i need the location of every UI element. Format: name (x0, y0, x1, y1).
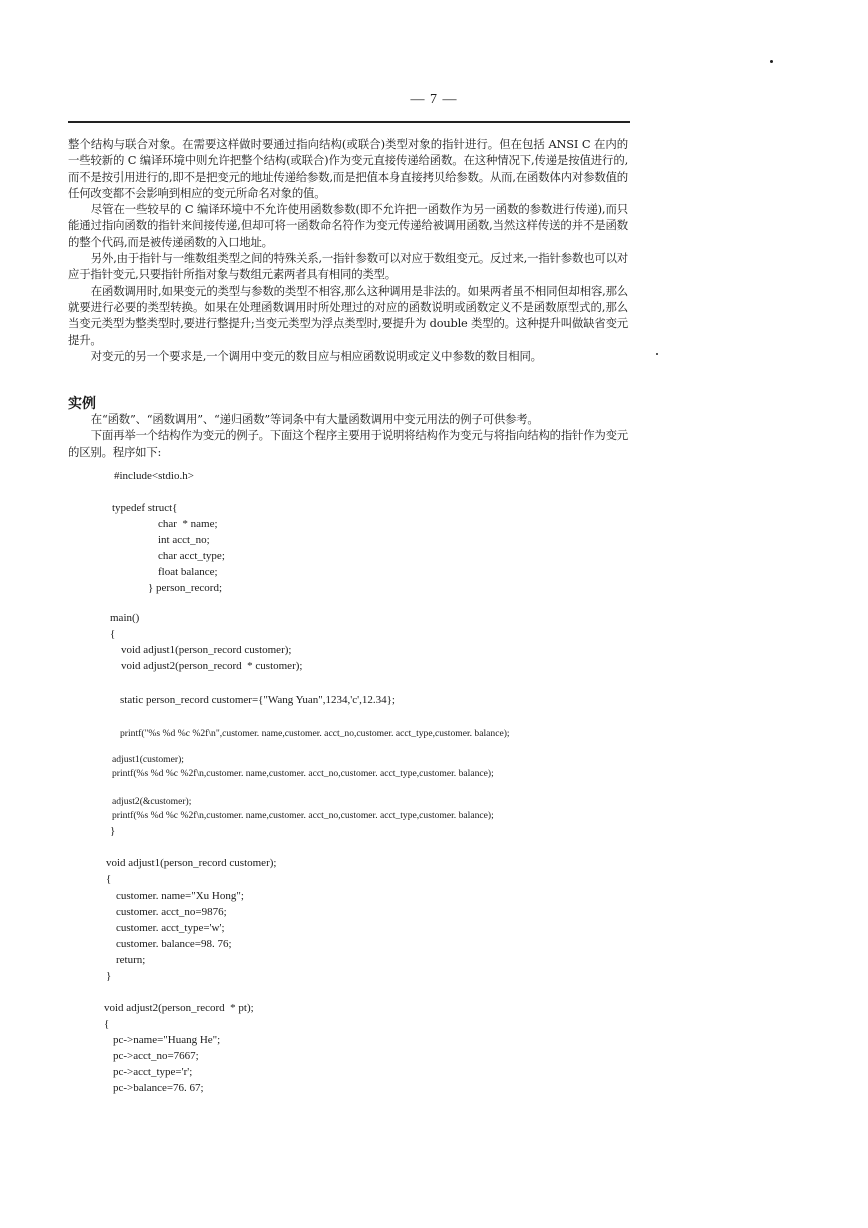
code-line: printf(%s %d %c %2f\n,customer. name,customer. acct_no,customer. acct_type,customer. balance); (112, 768, 494, 779)
code-line: #include<stdio.h> (114, 470, 194, 482)
code-line: void adjust2(person_record * customer); (121, 660, 303, 672)
code-line: typedef struct{ (112, 502, 178, 514)
code-line: printf(%s %d %c %2f\n,customer. name,customer. acct_no,customer. acct_type,customer. balance); (112, 810, 494, 821)
code-line: adjust2(&customer); (112, 796, 192, 807)
code-line: } (110, 825, 116, 837)
body-text (68, 136, 628, 364)
code-line: customer. acct_no=9876; (116, 906, 227, 918)
code-line: pc->acct_no=7667; (113, 1050, 199, 1062)
scan-speck (770, 60, 773, 63)
code-line: pc->name="Huang He"; (113, 1034, 221, 1046)
code-line: } (106, 970, 112, 982)
paragraph: 在函数调用时,如果变元的类型与参数的类型不相容,那么这种调用是非法的。如果两者虽不相同但却相容,那么就要进行必要的类型转换。如果在处理函数调用时所处理过的对应的函数说明或函数定义不是函数原型式的,那么当变元类型为整类型时,要进行整提升;当变元类型为浮点类型时,要提升为 double 类型的。这种提升叫做缺省变元提升。 (68, 283, 628, 347)
paragraph: 另外,由于指针与一维数组类型之间的特殊关系,一指针参数可以对应于数组变元。反过来,一指针参数也可以对应于指针变元,只要指针所指对象与数组元素两者具有相同的类型。 (68, 251, 628, 282)
code-line: main() (110, 612, 140, 624)
paragraph: 对变元的另一个要求是,一个调用中变元的数目应与相应函数说明或定义中参数的数目相同。 (90, 348, 542, 363)
code-line: int acct_no; (158, 534, 210, 546)
code-line: void adjust1(person_record customer); (121, 644, 292, 656)
code-line: return; (116, 954, 146, 966)
code-line: float balance; (158, 566, 218, 578)
page-number: — 7 — (410, 92, 458, 107)
header-rule (68, 121, 630, 123)
code-line: char acct_type; (158, 550, 225, 562)
code-line: void adjust2(person_record * pt); (104, 1002, 254, 1014)
code-line: { (104, 1018, 110, 1030)
paragraph: 整个结构与联合对象。在需要这样做时要通过指向结构(或联合)类型对象的指针进行。但在包括 ANSI C 在内的一些较新的 C 编译环境中则允许把整个结构(或联合)作为变元直接传递给函数。在这种情况下,传递是按值进行的,而不是按引用进行的,即不是把变元的地址传递给参数,而是把值本身直接拷贝给参数。从而,在函数体内对参数值的任何改变都不会影响到相应的变元所命名对象的值。 (68, 137, 628, 200)
code-line: void adjust1(person_record customer); (106, 857, 277, 869)
code-line: pc->acct_type='r'; (113, 1066, 193, 1078)
code-line: { (106, 873, 112, 885)
paragraph: 在“函数”、“函数调用”、“递归函数”等词条中有大量函数调用中变元用法的例子可供参考。 (90, 412, 539, 426)
paragraph: 下面再举一个结构作为变元的例子。下面这个程序主要用于说明将结构作为变元与将指向结构的指针作为变元的区别。程序如下: (68, 428, 628, 459)
code-line: printf("%s %d %c %2f\n",customer. name,customer. acct_no,customer. acct_type,customer. balance); (120, 728, 510, 739)
code-line: customer. acct_type='w'; (116, 922, 225, 934)
paragraph: 尽管在一些较早的 C 编译环境中不允许使用函数参数(即不允许把一函数作为另一函数的参数进行传递),而只能通过指向函数的指针来间接传递,但却可将一函数命名符作为变元传递给被调用函数,当然这样传送的并不是函数的整个代码,而是被传递函数的入口地址。 (68, 202, 628, 249)
code-line: static person_record customer={"Wang Yuan",1234,'c',12.34}; (120, 694, 395, 706)
code-line: adjust1(customer); (112, 754, 184, 765)
section-heading: 实例 (68, 396, 96, 412)
scan-speck (656, 353, 658, 355)
code-line: { (110, 628, 116, 640)
code-line: char * name; (158, 518, 218, 530)
code-line: pc->balance=76. 67; (113, 1082, 204, 1094)
example-text (68, 411, 628, 460)
code-line: } person_record; (148, 582, 223, 594)
code-line: customer. name="Xu Hong"; (116, 890, 244, 902)
code-line: customer. balance=98. 76; (116, 938, 232, 950)
